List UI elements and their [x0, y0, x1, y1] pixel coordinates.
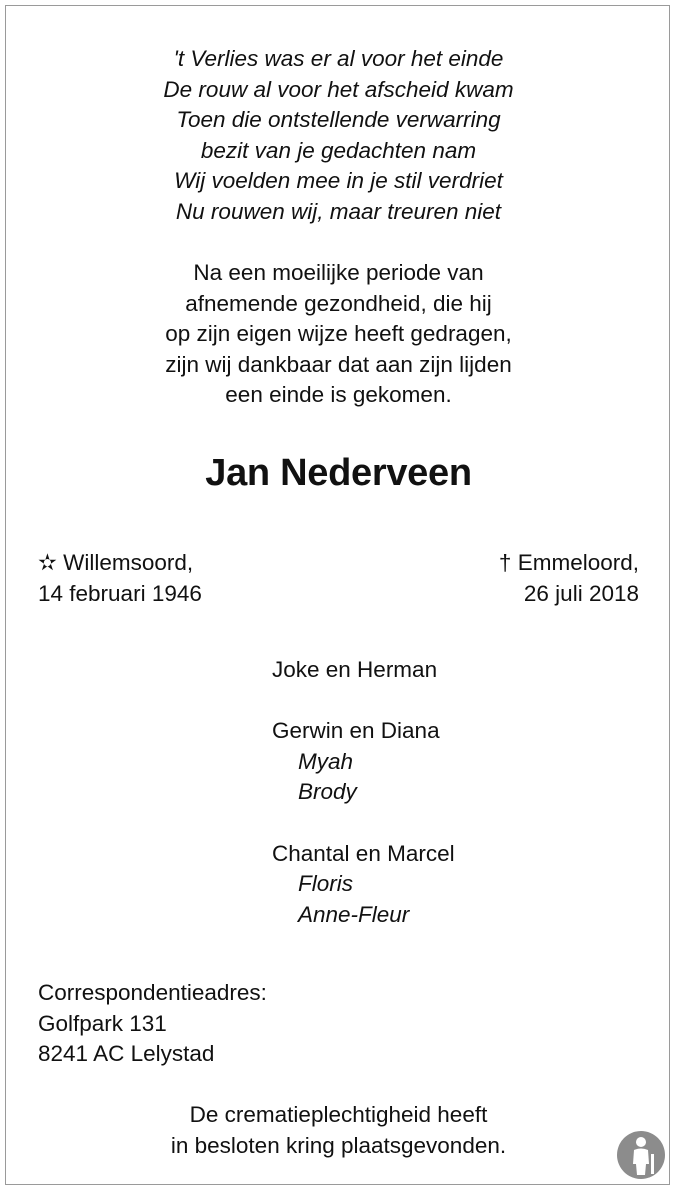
poem-line: Toen die ontstellende verwarring — [176, 107, 501, 133]
memorial-figure-icon — [616, 1130, 666, 1180]
intro-line: afnemende gezondheid, die hij — [185, 290, 492, 316]
poem-line: bezit van je gedachten nam — [200, 137, 477, 163]
death-place: Emmeloord, — [517, 550, 639, 575]
address-label: Correspondentieadres: — [38, 980, 267, 1005]
intro-line: op zijn eigen wijze heeft gedragen, — [165, 321, 512, 347]
death-info — [499, 548, 639, 609]
deceased-name: Jan Nederveen — [205, 452, 472, 494]
correspondence-address — [38, 978, 267, 1070]
death-place-line — [499, 548, 639, 579]
poem-line: Nu rouwen wij, maar treuren niet — [175, 198, 502, 224]
grandchild: Floris — [298, 871, 353, 897]
poem — [0, 44, 677, 228]
address-street: Golfpark 131 — [38, 1010, 167, 1036]
family-member: Chantal en Marcel — [272, 840, 455, 866]
grandchild: Brody — [298, 779, 357, 805]
birth-date: 14 februari 1946 — [38, 580, 202, 606]
family-member: Joke en Herman — [272, 657, 438, 682]
family-member: Gerwin en Diana — [272, 718, 440, 744]
death-date: 26 juli 2018 — [523, 580, 639, 606]
grandchild: Myah — [298, 748, 354, 774]
birth-info — [38, 548, 202, 609]
intro-text — [0, 258, 677, 411]
star-icon: ✫ — [38, 550, 57, 575]
poem-line: 't Verlies was er al voor het einde — [173, 46, 504, 71]
cross-icon: † — [498, 550, 512, 575]
closing-text — [0, 1100, 677, 1161]
closing-line: De crematieplechtigheid heeft — [189, 1102, 488, 1127]
closing-line: in besloten kring plaatsgevonden. — [170, 1132, 507, 1158]
poem-line: De rouw al voor het afscheid kwam — [163, 76, 514, 102]
intro-line: Na een moeilijke periode van — [193, 260, 484, 285]
birth-place: Willemsoord, — [63, 550, 194, 575]
family-list — [272, 655, 455, 930]
poem-line: Wij voelden mee in je stil verdriet — [174, 168, 503, 194]
intro-line: zijn wij dankbaar dat aan zijn lijden — [165, 351, 512, 377]
address-city: 8241 AC Lelystad — [38, 1041, 215, 1067]
intro-line: een einde is gekomen. — [225, 382, 452, 408]
birth-place-line — [38, 548, 202, 579]
grandchild: Anne-Fleur — [298, 901, 410, 927]
